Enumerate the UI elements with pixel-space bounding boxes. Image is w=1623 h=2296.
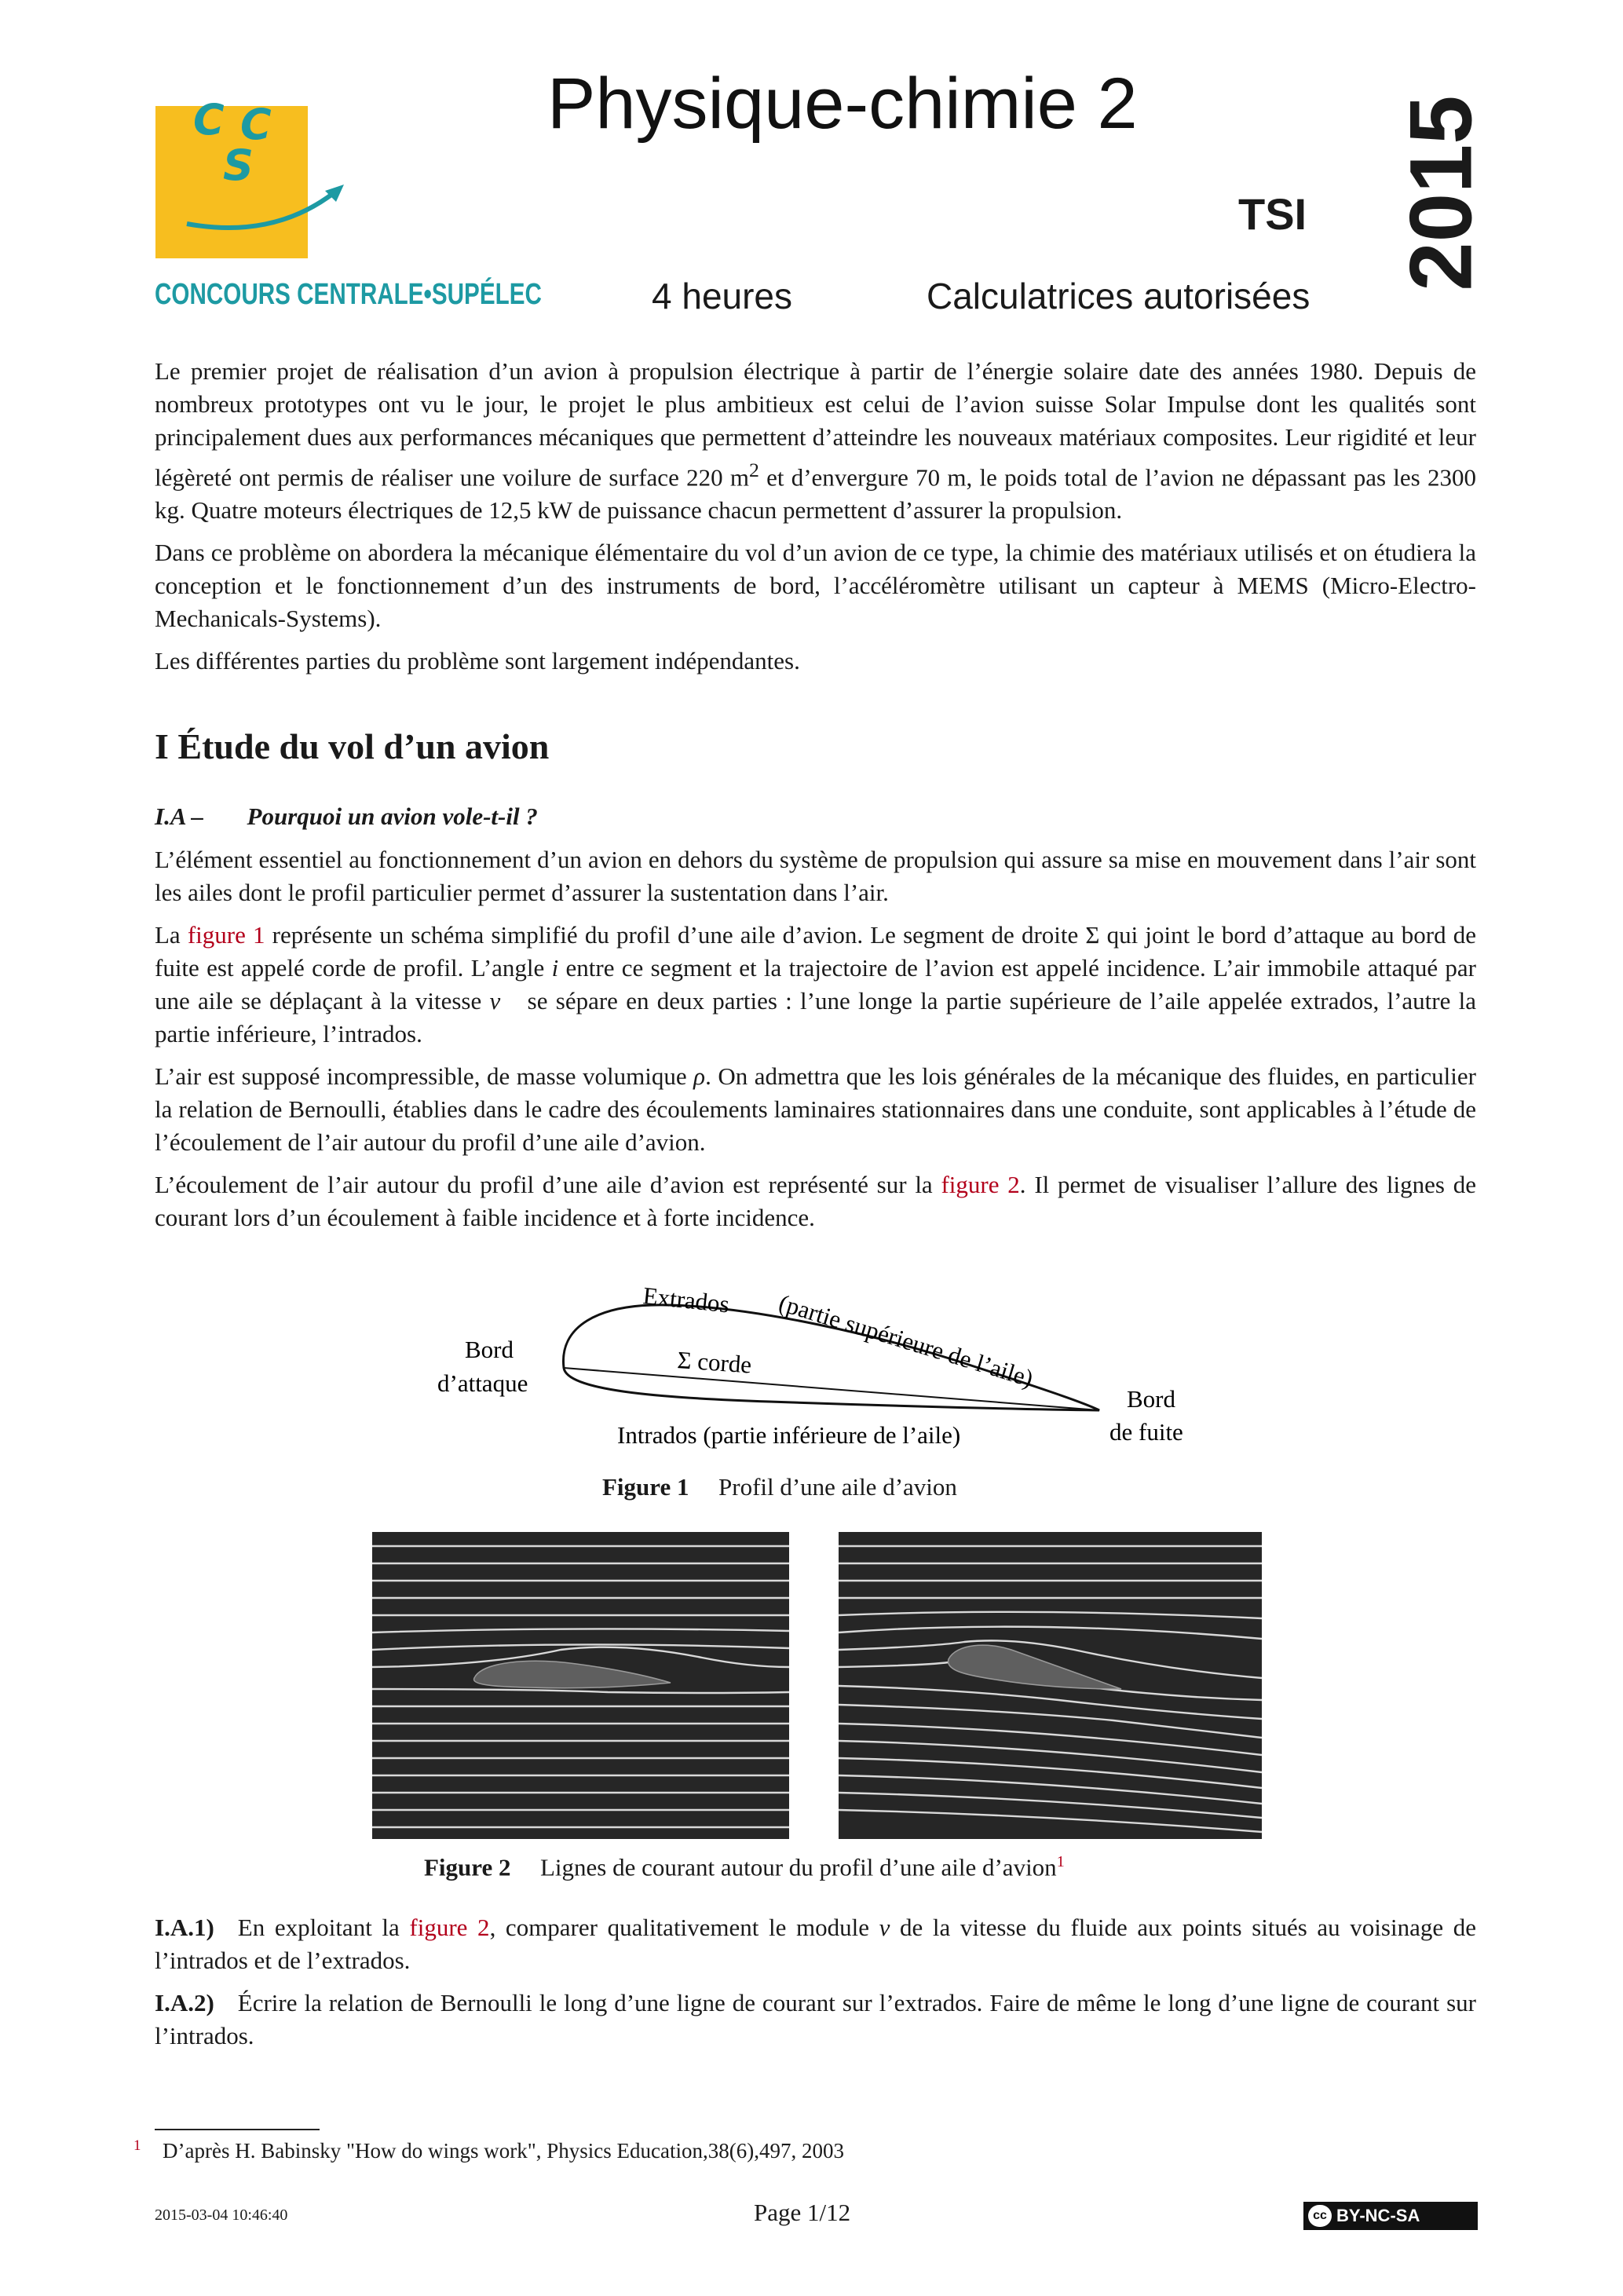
logo-letter-c1: C xyxy=(193,95,225,144)
footnote-rule xyxy=(155,2129,320,2130)
corde-label: Σ corde xyxy=(676,1346,753,1379)
question-1-number: I.A.1) xyxy=(155,1914,214,1941)
speed-symbol: v xyxy=(879,1914,890,1941)
figure-2-footnote-mark[interactable]: 1 xyxy=(1056,1853,1065,1870)
bord-attaque-label-1: Bord xyxy=(465,1336,514,1363)
body-p2-a: La xyxy=(155,921,188,949)
body-p4-b: . Il permet de visualiser l’allure des lignes de courant lors d’un écoulement à faible incidence et à forte incidence. xyxy=(155,1171,1476,1231)
body-p3-a: L’air est supposé incompressible, de masse volumique xyxy=(155,1062,694,1090)
intro-paragraph-3: Les différentes parties du problème sont largement indépendantes. xyxy=(155,647,800,675)
body-p4-a: L’écoulement de l’air autour du profil d’une aile d’avion est représenté sur la xyxy=(155,1171,941,1198)
intro-p1-b: et d’envergure 70 m, le poids total de l’avion ne dépassant pas les 2300 kg. Quatre moteurs électriques de 12,5 kW de puissance chacun permettent d’assurer la propulsion. xyxy=(155,463,1476,525)
page-number: Page 1/12 xyxy=(754,2199,851,2226)
exam-track: TSI xyxy=(1238,189,1307,239)
questions-block xyxy=(155,1911,1476,2062)
section-title: I Étude du vol d’un avion xyxy=(155,726,550,766)
subsection-text: Pourquoi un avion vole-t-il ? xyxy=(247,803,538,830)
exam-title: Physique-chimie 2 xyxy=(547,64,1138,144)
bord-fuite-label-2: de fuite xyxy=(1109,1418,1183,1446)
body-p2-c: entre ce segment et la trajectoire de l’avion est appelé incidence. L’air immobile attaqué par une aile se déplaçant à la vitesse xyxy=(155,954,1476,1015)
subsection-number: I.A – xyxy=(155,803,204,830)
streamlines-low-incidence-drawing xyxy=(372,1532,789,1839)
concours-name: CONCOURS CENTRALE•SUPÉLEC xyxy=(155,278,542,311)
body-p2-b: représente un schéma simplifié du profil d’une aile d’avion. Le segment de droite Σ qui joint le bord d’attaque au bord de fuite est appelé corde de profil. L’angle xyxy=(155,921,1476,982)
figure-2-caption xyxy=(424,1853,1065,1881)
body-p3-b: . On admettra que les lois générales de la mécanique des fluides, en particulier la relation de Bernoulli, établies dans le cadre des écoulements laminaires stationnaires dans une conduite, sont applicables à l’étude de l’écoulement de l’air autour du profil d’une aile d’avion. xyxy=(155,1062,1476,1156)
airfoil-low-shape xyxy=(474,1661,671,1687)
body-paragraph-1: L’élément essentiel au fonctionnement d’un avion en dehors du système de propulsion qui assure sa mise en mouvement dans l’air sont les ailes dont le profil particulier permet d’assurer la sustentation dans l’air. xyxy=(155,846,1476,906)
figure-1-caption-label: Figure 1 xyxy=(602,1473,689,1501)
intro-p1-sup: 2 xyxy=(748,459,759,481)
question-1-b: , comparer qualitativement le module xyxy=(489,1914,879,1941)
intro-paragraph-2: Dans ce problème on abordera la mécanique élémentaire du vol d’un avion de ce type, la chimie des matériaux utilisés et on étudiera la conception et le fonctionnement d’un des instruments de bord, l’accéléromètre utilisant un capteur à MEMS (Micro-Electro-Mechanicals-Systems). xyxy=(155,539,1476,633)
streamlines-high-incidence-drawing xyxy=(839,1532,1262,1839)
exam-duration: 4 heures xyxy=(652,276,793,316)
intrados-label: Intrados (partie inférieure de l’aile) xyxy=(617,1421,961,1449)
question-2 xyxy=(155,1987,1476,2053)
footnote-text: D’après H. Babinsky "How do wings work", Physics Education,38(6),497, 2003 xyxy=(163,2139,844,2163)
density-symbol: ρ xyxy=(693,1062,706,1090)
question-2-number: I.A.2) xyxy=(155,1989,214,2016)
figure-2-link[interactable]: figure 2 xyxy=(941,1171,1020,1198)
license-text: BY-NC-SA xyxy=(1336,2206,1420,2225)
bord-attaque-label-2: d’attaque xyxy=(437,1369,528,1397)
figure-2-caption-text: Lignes de courant autour du profil d’une aile d’avion xyxy=(540,1853,1057,1881)
question-1-a: En exploitant la xyxy=(237,1914,410,1941)
question-2-text: Écrire la relation de Bernoulli le long d’une ligne de courant sur l’extrados. Faire de même le long d’une ligne de courant sur l’intrados. xyxy=(155,1989,1476,2049)
figure-1-link[interactable]: figure 1 xyxy=(187,921,265,949)
extrados-label: Extrados xyxy=(642,1281,731,1318)
exam-year-text: 2015 xyxy=(1391,95,1490,291)
streamlines-high-incidence-photo xyxy=(839,1532,1262,1839)
creative-commons-icon: cc xyxy=(1308,2205,1332,2227)
extrados-note-label: (partie supérieure de l’aile) xyxy=(775,1289,1036,1393)
logo-letter-c2: C xyxy=(240,100,272,149)
calculator-notice: Calculatrices autorisées xyxy=(927,276,1310,316)
body-p2-d: se sépare en deux parties : l’une longe la partie supérieure de l’aile appelée extrados, l’autre la partie inférieure, l’intrados. xyxy=(155,987,1477,1047)
streamlines-high xyxy=(839,1546,1262,1832)
timestamp: 2015-03-04 10:46:40 xyxy=(155,2206,288,2224)
logo-letter-s: S xyxy=(223,141,254,190)
angle-symbol: i xyxy=(551,954,559,982)
question-1-figure-link[interactable]: figure 2 xyxy=(409,1914,490,1941)
airfoil-high-shape xyxy=(949,1645,1121,1689)
footnote xyxy=(133,2137,844,2163)
figure-1-caption xyxy=(602,1473,957,1501)
figure-2-caption-label: Figure 2 xyxy=(424,1853,511,1881)
figure-1-caption-text: Profil d’une aile d’avion xyxy=(718,1473,957,1501)
streamlines-low-incidence-photo xyxy=(372,1532,789,1839)
question-1-c: de la vitesse du fluide aux points situés au voisinage de l’intrados et de l’extrados. xyxy=(155,1914,1476,1974)
intro-p1-a: Le premier projet de réalisation d’un avion à propulsion électrique à partir de l’énergie solaire date des années 1980. Depuis de nombreux prototypes ont vu le jour, le projet le plus ambitieux est celui de l’avion suisse Solar Impulse dont les qualités sont principalement dues aux performances mécaniques que permettent d’atteindre les nouveaux matériaux composites. Leur rigidité et leur légèreté ont permis de réaliser une voilure de surface 220 m xyxy=(155,357,1476,492)
license-badge[interactable] xyxy=(1303,2202,1478,2230)
question-1 xyxy=(155,1911,1476,1977)
bord-fuite-label-1: Bord xyxy=(1127,1385,1175,1413)
footnote-mark: 1 xyxy=(133,2137,141,2154)
velocity-symbol: v⃗ xyxy=(489,987,520,1015)
